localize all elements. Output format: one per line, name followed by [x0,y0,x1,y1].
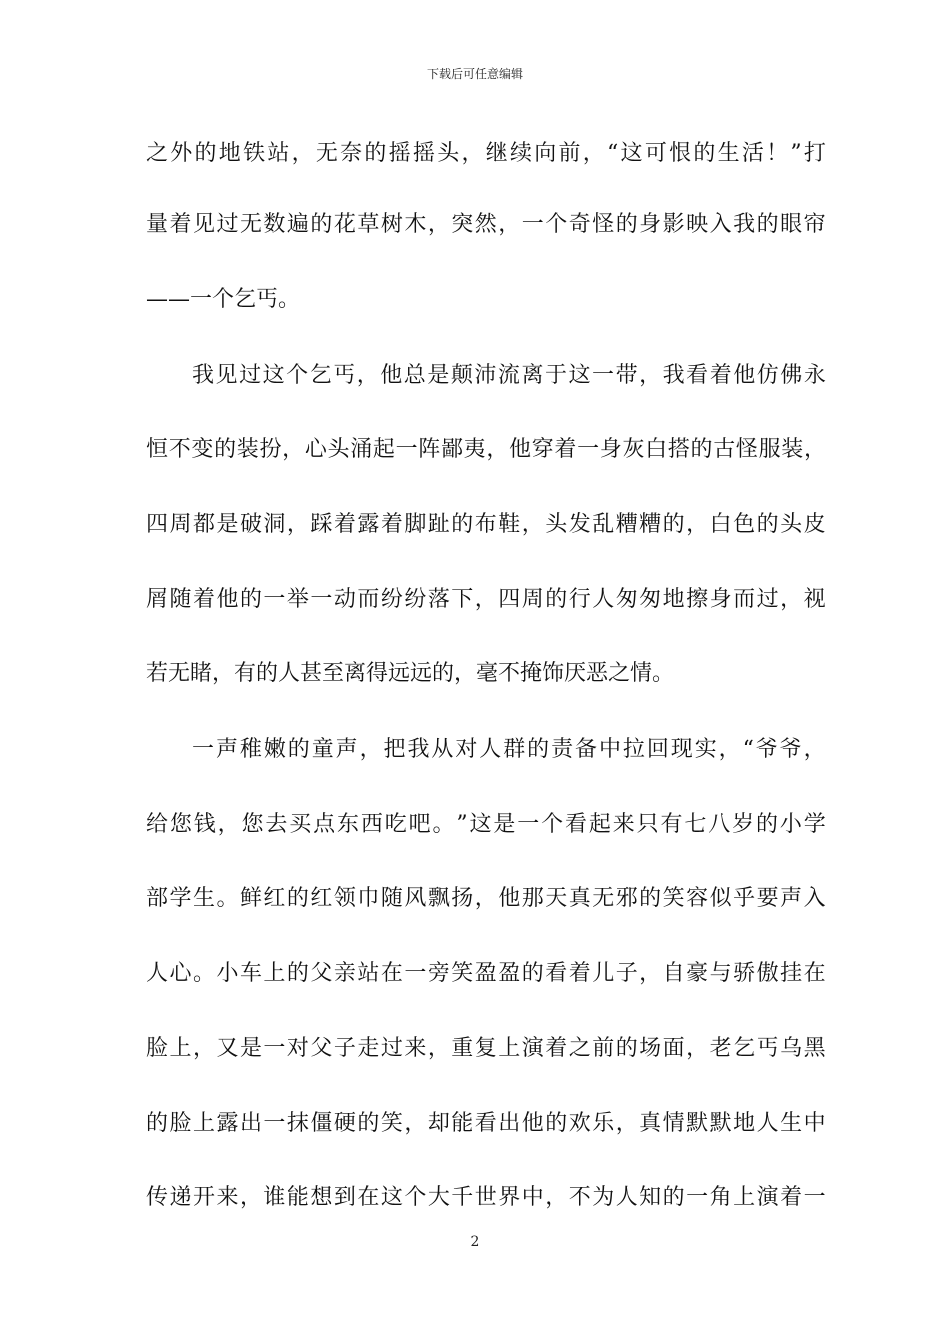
text-line: 脸 上 ， 又 是 一 对 父 子 走 过 来 ， 重 复 上 演 着 之 前 的 场 面 ， 老 乞 丐 乌 黑 [146,1036,826,1061]
page-number: 2 [470,1234,480,1250]
text-line: 一 声 稚 嫩 的 童 声 ， 把 我 从 对 人 群 的 责 备 中 拉 回 现 实 ， “ 爷 爷 ， [192,737,826,762]
text-line: 若无睹，有的人甚至离得远远的，毫不掩饰厌恶之情。 [146,661,675,686]
text-line: 传 递 开 来 ， 谁 能 想 到 在 这 个 大 千 世 界 中 ， 不 为 人 知 的 一 角 上 演 着 一 [146,1185,826,1210]
text-line: 之 外 的 地 铁 站 ， 无 奈 的 摇 摇 头 ， 继 续 向 前 ， “ 这 可 恨 的 生 活 ！ ” 打 [146,141,826,166]
text-line: 量 着 见 过 无 数 遍 的 花 草 树 木 ， 突 然 ， 一 个 奇 怪 的 身 影 映 入 我 的 眼 帘 [146,212,826,237]
text-line: 恒 不 变 的 装 扮 ， 心 头 涌 起 一 阵 鄙 夷 ， 他 穿 着 一 身 灰 白 搭 的 古 怪 服 装 ， [146,437,826,462]
text-line: 部 学 生 。 鲜 红 的 红 领 巾 随 风 飘 扬 ， 他 那 天 真 无 邪 的 笑 容 似 乎 要 声 入 [146,886,826,911]
text-line: 人 心 。 小 车 上 的 父 亲 站 在 一 旁 笑 盈 盈 的 看 着 儿 子 ， 自 豪 与 骄 傲 挂 在 [146,961,826,986]
text-line: 的 脸 上 露 出 一 抹 僵 硬 的 笑 ， 却 能 看 出 他 的 欢 乐 ， 真 情 默 默 地 人 生 中 [146,1111,826,1136]
text-line: ——一个乞丐。 [146,287,301,312]
text-line: 给 您 钱 ， 您 去 买 点 东 西 吃 吧 。 ” 这 是 一 个 看 起 来 只 有 七 八 岁 的 小 学 [146,812,826,837]
text-line: 屑 随 着 他 的 一 举 一 动 而 纷 纷 落 下 ， 四 周 的 行 人 匆 匆 地 擦 身 而 过 ， 视 [146,587,826,612]
text-line: 四 周 都 是 破 洞 ， 踩 着 露 着 脚 趾 的 布 鞋 ， 头 发 乱 糟 糟 的 ， 白 色 的 头 皮 [146,512,826,537]
page-header: 下载后可任意编辑 [426,67,523,81]
text-line: 我 见 过 这 个 乞 丐 ， 他 总 是 颠 沛 流 离 于 这 一 带 ， 我 看 着 他 仿 佛 永 [192,363,826,388]
